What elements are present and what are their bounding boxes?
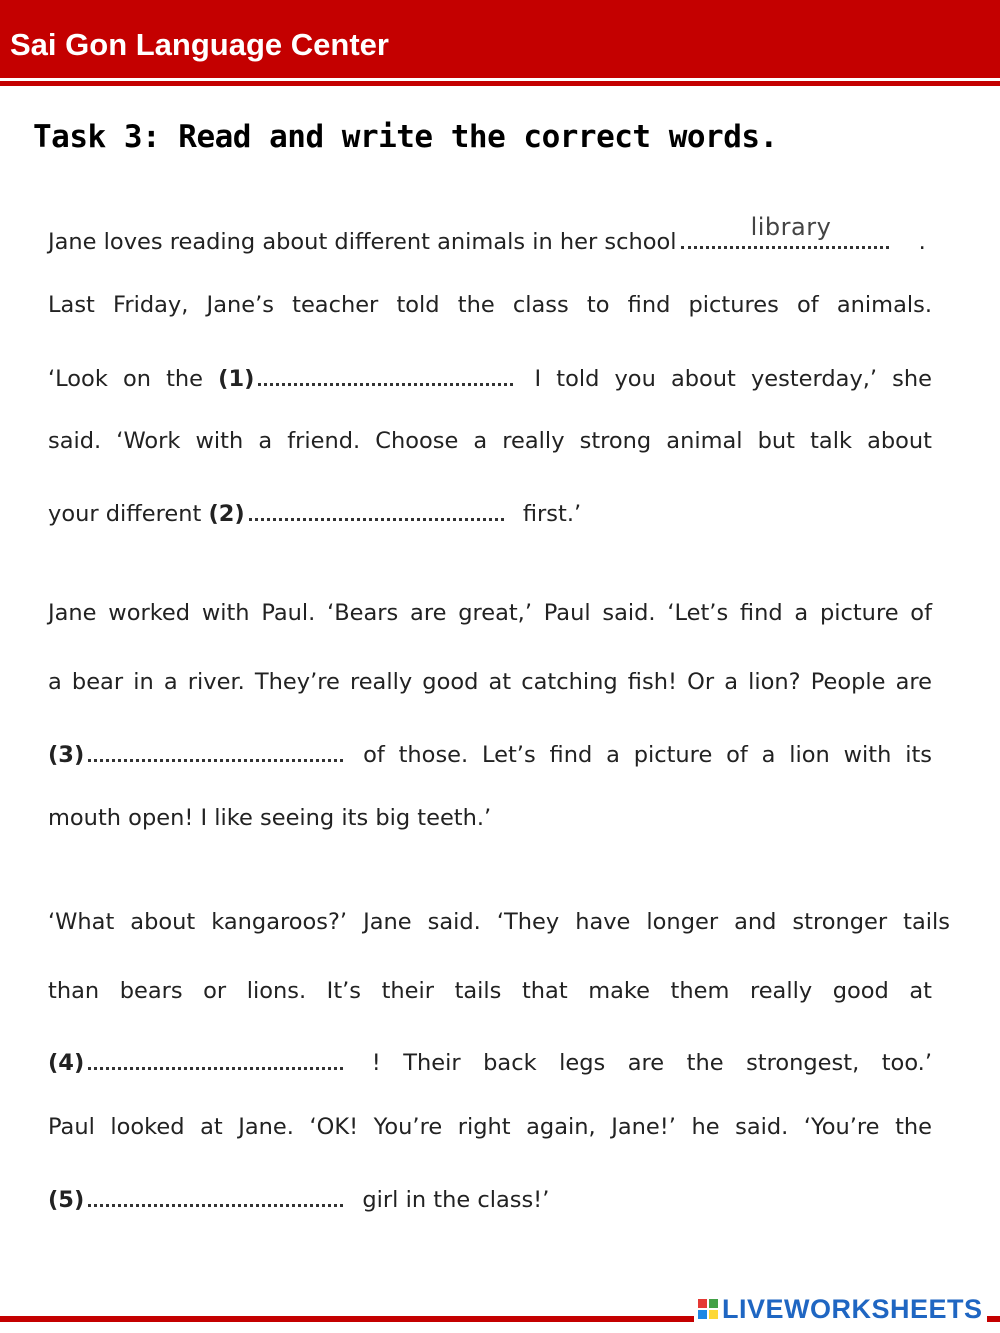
passage-line-7: a bear in a river. They’re really good at catching fish! Or a lion? People are (48, 669, 932, 695)
answer-blank-1[interactable] (258, 359, 513, 386)
answer-blank-5[interactable] (88, 1180, 343, 1207)
question-number-5: (5) (48, 1187, 85, 1213)
passage-line-11: than bears or lions. It’s their tails that make them really good at (48, 978, 932, 1004)
passage-text: I told you about yesterday,’ she (534, 366, 933, 392)
answer-blank-2[interactable] (249, 494, 504, 521)
task-title: Task 3: Read and write the correct words. (33, 119, 778, 155)
passage-line-3 (48, 359, 932, 394)
logo-square-icon (698, 1299, 707, 1308)
passage-text: your different (48, 501, 202, 527)
logo-square-icon (709, 1310, 718, 1319)
logo-text: LIVEWORKSHEETS (722, 1293, 983, 1324)
liveworksheets-logo (694, 1293, 987, 1325)
passage-line-8 (48, 735, 932, 770)
passage-text: . (918, 229, 926, 255)
passage-line-14 (48, 1180, 932, 1215)
question-number-4: (4) (48, 1050, 85, 1076)
passage-line-5 (48, 494, 932, 529)
logo-square-icon (698, 1310, 707, 1319)
answer-blank-4[interactable] (88, 1043, 343, 1070)
passage-line-13: Paul looked at Jane. ‘OK! You’re right again, Jane!’ he said. ‘You’re the (48, 1114, 932, 1140)
example-answer-field (681, 213, 889, 249)
passage-line-1 (48, 213, 932, 257)
passage-text: of those. Let’s find a picture of a lion with its (363, 742, 932, 768)
logo-square-icon (709, 1299, 718, 1308)
header-title: Sai Gon Language Center (10, 27, 389, 62)
logo-grid-icon (698, 1299, 718, 1319)
answer-blank-3[interactable] (88, 735, 343, 762)
passage-line-10: ‘What about kangaroos?’ Jane said. ‘They have longer and stronger tails (48, 909, 950, 935)
header-divider (0, 81, 1000, 86)
passage-line-12 (48, 1043, 932, 1078)
passage-text: girl in the class!’ (362, 1187, 550, 1213)
question-number-3: (3) (48, 742, 85, 768)
passage-line-4: said. ‘Work with a friend. Choose a really strong animal but talk about (48, 428, 932, 454)
passage-text: ! Their back legs are the strongest, too.’ (371, 1050, 932, 1076)
header-bar (0, 0, 1000, 78)
passage-text: Jane loves reading about different animals in her school (48, 229, 677, 255)
passage-text: first.’ (522, 501, 582, 527)
question-number-2: (2) (208, 501, 245, 527)
question-number-1: (1) (218, 366, 255, 392)
example-answer: library (750, 213, 832, 241)
passage-line-2: Last Friday, Jane’s teacher told the class to find pictures of animals. (48, 292, 932, 318)
passage-text: ‘Look on the (48, 366, 204, 392)
passage-line-9: mouth open! I like seeing its big teeth.’ (48, 805, 492, 831)
passage-line-6: Jane worked with Paul. ‘Bears are great,’ Paul said. ‘Let’s find a picture of (48, 600, 932, 626)
